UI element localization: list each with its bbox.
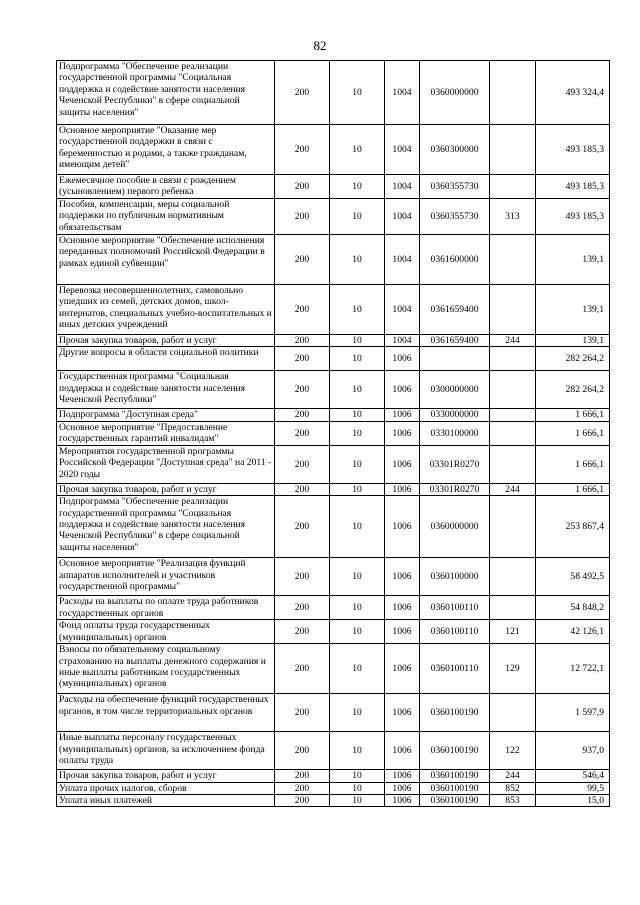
row-ved-cell: 200 [275,445,330,483]
table-row [57,620,610,644]
row-subsection-cell: 1004 [385,199,420,235]
row-section-cell: 10 [330,335,385,347]
row-amount-cell: 937,0 [536,732,610,770]
row-subsection-cell: 1006 [385,782,420,794]
row-target-article-cell: 0360100190 [420,732,490,770]
row-amount-cell: 493 185,3 [536,175,610,199]
row-subsection-cell: 1006 [385,596,420,620]
row-name-cell: Подпрограмма "Доступная среда" [57,409,275,421]
row-amount-cell: 15,0 [536,795,610,807]
row-expense-type-cell [490,496,536,558]
row-name-cell: Расходы на обеспечение функций государственных органов, в том числе территориальных органов [57,694,275,732]
row-amount-cell: 1 666,1 [536,483,610,495]
table-row [57,644,610,694]
row-expense-type-cell [490,285,536,335]
row-subsection-cell: 1006 [385,347,420,371]
row-expense-type-cell [490,371,536,409]
row-amount-cell: 99,5 [536,782,610,794]
table-row [57,732,610,770]
row-section-cell: 10 [330,732,385,770]
row-subsection-cell: 1006 [385,371,420,409]
row-subsection-cell: 1004 [385,335,420,347]
row-ved-cell: 200 [275,125,330,175]
table-row [57,409,610,421]
table-row [57,558,610,596]
row-amount-cell: 139,1 [536,285,610,335]
row-name-cell: Основное мероприятие "Оказание мер государственной поддержки в связи с беременностью и родами, а также гражданам, имеющим детей" [57,125,275,175]
row-section-cell: 10 [330,445,385,483]
row-target-article-cell [420,347,490,371]
row-section-cell: 10 [330,782,385,794]
row-ved-cell: 200 [275,347,330,371]
row-expense-type-cell [490,558,536,596]
row-amount-cell: 546,4 [536,770,610,782]
row-expense-type-cell: 853 [490,795,536,807]
row-amount-cell: 253 867,4 [536,496,610,558]
row-ved-cell: 200 [275,596,330,620]
row-amount-cell: 54 848,2 [536,596,610,620]
row-section-cell: 10 [330,371,385,409]
row-section-cell: 10 [330,175,385,199]
row-target-article-cell: 0361659400 [420,285,490,335]
row-amount-cell: 493 324,4 [536,61,610,125]
row-expense-type-cell: 244 [490,483,536,495]
row-name-cell: Уплата иных платежей [57,795,275,807]
table-row [57,175,610,199]
row-subsection-cell: 1004 [385,61,420,125]
row-subsection-cell: 1004 [385,285,420,335]
row-expense-type-cell: 122 [490,732,536,770]
row-ved-cell: 200 [275,694,330,732]
row-section-cell: 10 [330,558,385,596]
row-section-cell: 10 [330,347,385,371]
row-expense-type-cell: 313 [490,199,536,235]
row-name-cell: Государственная программа "Социальная поддержка и содействие занятости населения Чеченской Республики" [57,371,275,409]
row-ved-cell: 200 [275,421,330,445]
row-target-article-cell: 0360100110 [420,596,490,620]
row-ved-cell: 200 [275,644,330,694]
row-amount-cell: 139,1 [536,235,610,285]
row-target-article-cell: 0360000000 [420,61,490,125]
row-ved-cell: 200 [275,409,330,421]
row-subsection-cell: 1004 [385,235,420,285]
row-section-cell: 10 [330,795,385,807]
row-expense-type-cell: 244 [490,770,536,782]
row-name-cell: Прочая закупка товаров, работ и услуг [57,770,275,782]
row-expense-type-cell [490,125,536,175]
table-row [57,125,610,175]
row-amount-cell: 58 492,5 [536,558,610,596]
row-section-cell: 10 [330,125,385,175]
row-ved-cell: 200 [275,558,330,596]
row-section-cell: 10 [330,694,385,732]
row-subsection-cell: 1006 [385,558,420,596]
row-amount-cell: 282 264,2 [536,371,610,409]
row-target-article-cell: 0361600000 [420,235,490,285]
row-expense-type-cell [490,445,536,483]
table-row [57,285,610,335]
row-amount-cell: 12 722,1 [536,644,610,694]
row-name-cell: Прочая закупка товаров, работ и услуг [57,483,275,495]
row-ved-cell: 200 [275,285,330,335]
row-amount-cell: 139,1 [536,335,610,347]
row-ved-cell: 200 [275,61,330,125]
row-name-cell: Подпрограмма "Обеспечение реализации государственной программы "Социальная поддержка и содействие занятости населения Чеченской Республики" в сфере социальной защиты населения" [57,496,275,558]
row-section-cell: 10 [330,199,385,235]
table-row [57,795,610,807]
table-row [57,770,610,782]
row-amount-cell: 493 185,3 [536,199,610,235]
table-row [57,445,610,483]
row-target-article-cell: 03301R0270 [420,483,490,495]
row-target-article-cell: 0300000000 [420,371,490,409]
row-name-cell: Перевозка несовершеннолетних, самовольно ушедших из семей, детских домов, школ-интернатов, специальных учебно-воспитательных и иных детских учреждений [57,285,275,335]
row-expense-type-cell: 121 [490,620,536,644]
budget-table-body [57,61,610,807]
row-ved-cell: 200 [275,235,330,285]
table-row [57,347,610,371]
row-subsection-cell: 1006 [385,644,420,694]
row-ved-cell: 200 [275,620,330,644]
row-amount-cell: 1 597,9 [536,694,610,732]
row-name-cell: Иные выплаты персоналу государственных (муниципальных) органов, за исключением фонда оплаты труда [57,732,275,770]
row-section-cell: 10 [330,596,385,620]
row-section-cell: 10 [330,483,385,495]
table-row [57,235,610,285]
row-section-cell: 10 [330,421,385,445]
row-section-cell: 10 [330,285,385,335]
row-subsection-cell: 1004 [385,175,420,199]
row-ved-cell: 200 [275,496,330,558]
row-ved-cell: 200 [275,175,330,199]
row-ved-cell: 200 [275,770,330,782]
row-amount-cell: 282 264,2 [536,347,610,371]
row-name-cell: Другие вопросы в области социальной политики [57,347,275,371]
row-subsection-cell: 1006 [385,694,420,732]
row-name-cell: Расходы на выплаты по оплате труда работников государственных органов [57,596,275,620]
row-name-cell: Основное мероприятие "Предоставление государственных гарантий инвалидам" [57,421,275,445]
row-section-cell: 10 [330,770,385,782]
row-target-article-cell: 0330100000 [420,421,490,445]
row-subsection-cell: 1006 [385,483,420,495]
row-target-article-cell: 0361659400 [420,335,490,347]
row-expense-type-cell [490,409,536,421]
table-row [57,782,610,794]
row-expense-type-cell: 129 [490,644,536,694]
row-section-cell: 10 [330,620,385,644]
row-ved-cell: 200 [275,795,330,807]
row-subsection-cell: 1006 [385,620,420,644]
table-row [57,496,610,558]
row-target-article-cell: 0360300000 [420,125,490,175]
row-name-cell: Прочая закупка товаров, работ и услуг [57,335,275,347]
row-target-article-cell: 0360100110 [420,644,490,694]
row-expense-type-cell [490,235,536,285]
row-ved-cell: 200 [275,483,330,495]
row-target-article-cell: 0360355730 [420,199,490,235]
row-section-cell: 10 [330,644,385,694]
row-name-cell: Подпрограмма "Обеспечение реализации государственной программы "Социальная поддержка и содействие занятости населения Чеченской Республики" в сфере социальной защиты населения" [57,61,275,125]
row-expense-type-cell [490,694,536,732]
row-target-article-cell: 0360100190 [420,694,490,732]
row-name-cell: Фонд оплаты труда государственных (муниципальных) органов [57,620,275,644]
row-target-article-cell: 0360100110 [420,620,490,644]
row-expense-type-cell [490,175,536,199]
row-subsection-cell: 1006 [385,496,420,558]
row-target-article-cell: 03301R0270 [420,445,490,483]
row-target-article-cell: 0360100190 [420,770,490,782]
table-row [57,421,610,445]
table-row [57,199,610,235]
budget-table [56,60,610,807]
row-amount-cell: 493 185,3 [536,125,610,175]
row-name-cell: Ежемесячное пособие в связи с рождением (усыновлением) первого ребенка [57,175,275,199]
table-row [57,596,610,620]
row-subsection-cell: 1006 [385,445,420,483]
row-name-cell: Уплата прочих налогов, сборов [57,782,275,794]
page-number: 82 [313,38,327,53]
row-target-article-cell: 0330000000 [420,409,490,421]
row-expense-type-cell [490,347,536,371]
row-amount-cell: 1 666,1 [536,445,610,483]
row-subsection-cell: 1006 [385,421,420,445]
row-name-cell: Мероприятия государственной программы Российской Федерации "Доступная среда" на 2011 - 2020 годы [57,445,275,483]
table-row [57,371,610,409]
row-section-cell: 10 [330,61,385,125]
row-expense-type-cell [490,421,536,445]
row-subsection-cell: 1004 [385,125,420,175]
row-name-cell: Основное мероприятие "Реализация функций аппаратов исполнителей и участников государственной программы" [57,558,275,596]
row-section-cell: 10 [330,409,385,421]
row-section-cell: 10 [330,496,385,558]
table-row [57,483,610,495]
row-subsection-cell: 1006 [385,770,420,782]
row-section-cell: 10 [330,235,385,285]
row-expense-type-cell: 852 [490,782,536,794]
row-subsection-cell: 1006 [385,795,420,807]
row-ved-cell: 200 [275,335,330,347]
row-amount-cell: 1 666,1 [536,409,610,421]
table-row [57,335,610,347]
table-row [57,61,610,125]
row-target-article-cell: 0360100190 [420,795,490,807]
row-expense-type-cell [490,61,536,125]
row-target-article-cell: 0360100190 [420,782,490,794]
table-row [57,694,610,732]
row-name-cell: Пособия, компенсации, меры социальной поддержки по публичным нормативным обязательствам [57,199,275,235]
row-ved-cell: 200 [275,732,330,770]
row-name-cell: Взносы по обязательному социальному страхованию на выплаты денежного содержания и иные выплаты работникам государственных (муниципальных) органов [57,644,275,694]
row-ved-cell: 200 [275,199,330,235]
row-target-article-cell: 0360355730 [420,175,490,199]
row-subsection-cell: 1006 [385,732,420,770]
row-amount-cell: 1 666,1 [536,421,610,445]
row-subsection-cell: 1006 [385,409,420,421]
row-target-article-cell: 0360000000 [420,496,490,558]
row-amount-cell: 42 126,1 [536,620,610,644]
row-name-cell: Основное мероприятие "Обеспечение исполнения переданных полномочий Российской Федерации в рамках единой субвенции" [57,235,275,285]
row-ved-cell: 200 [275,782,330,794]
row-ved-cell: 200 [275,371,330,409]
row-target-article-cell: 0360100000 [420,558,490,596]
row-expense-type-cell: 244 [490,335,536,347]
row-expense-type-cell [490,596,536,620]
